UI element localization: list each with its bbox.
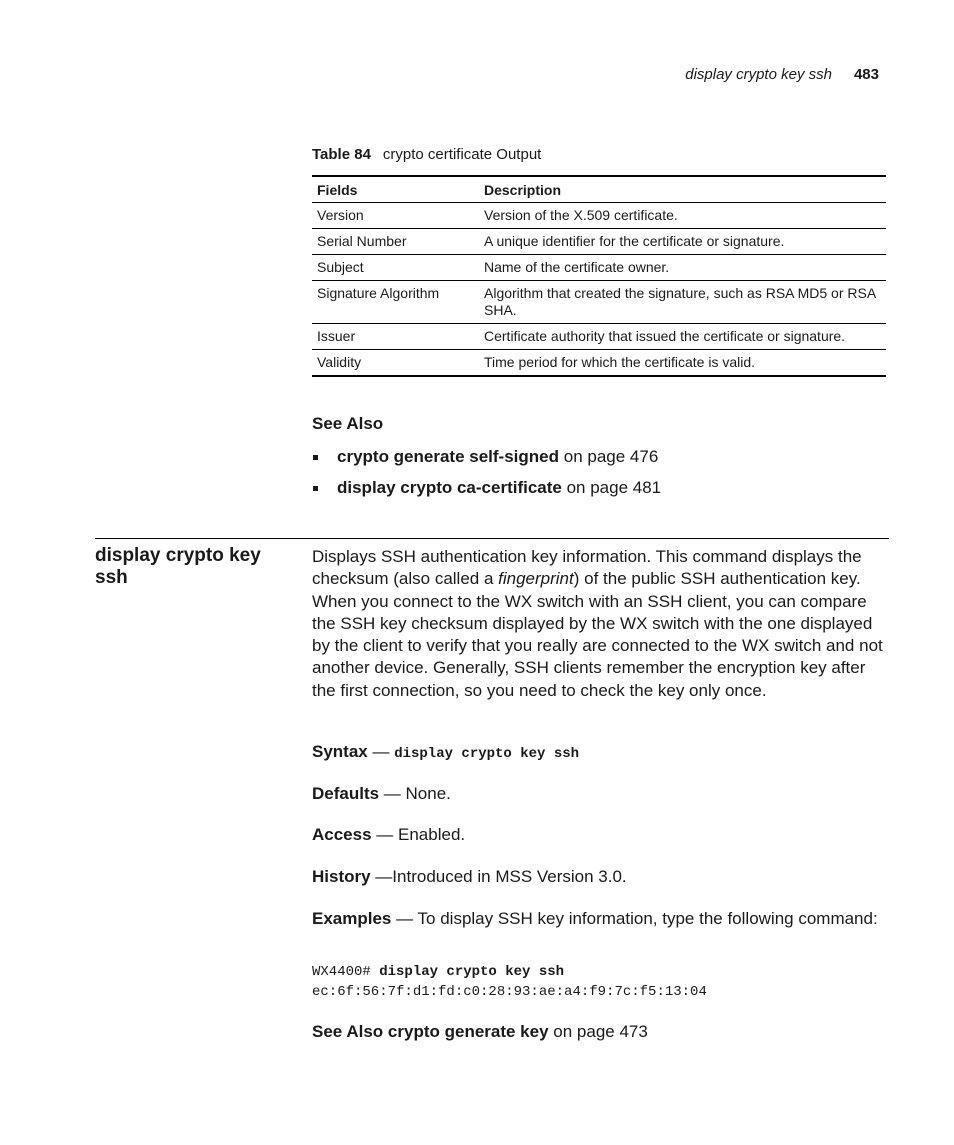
history-line [312,866,892,888]
field-cell: Validity [317,354,362,370]
table-label: Table 84 [312,146,371,163]
access-value: — Enabled. [371,825,466,844]
examples-value: — To display SSH key information, type the following command: [391,909,878,928]
examples-label: Examples [312,909,392,928]
code-command: display crypto key ssh [379,964,565,980]
crypto-certificate-output-table [312,175,886,377]
column-header-description: Description [479,176,886,203]
square-bullet-icon [313,455,318,460]
code-prompt: WX4400# [312,964,380,980]
table-caption-text: crypto certificate Output [382,146,542,163]
defaults-line [312,783,892,805]
access-label: Access [312,825,372,844]
table-row [312,229,886,255]
description-cell: Certificate authority that issued the certificate or signature. [479,324,886,350]
syntax-line [312,741,892,765]
running-title: display crypto key ssh [685,66,832,83]
see-also-heading: See Also [312,414,384,433]
examples-line [312,907,892,930]
list-item [312,446,661,477]
table-row [312,350,886,377]
section-title: display crypto key ssh [95,545,261,588]
description-cell: Name of the certificate owner. [479,255,886,281]
table-row [312,324,886,350]
code-output: ec:6f:56:7f:d1:fd:c0:28:93:ae:a4:f9:7c:f5:13:04 [312,984,707,1000]
table-row [312,281,886,324]
see-also-label: See Also [312,1022,384,1041]
table-row [312,203,886,229]
see-also-line [312,1021,892,1043]
description-cell: Algorithm that created the signature, such as RSA MD5 or RSA SHA. [479,281,886,324]
defaults-label: Defaults [312,784,380,803]
field-cell: Signature Algorithm [312,281,479,324]
table-row [312,255,886,281]
defaults-value: — None. [379,784,451,803]
section-divider [95,538,889,539]
page-reference: on page 476 [559,447,659,466]
reference-link[interactable]: crypto generate self-signed [337,447,560,466]
code-example [312,962,707,1002]
field-cell: Serial Number [312,229,479,255]
page-number: 483 [853,66,879,83]
history-label: History [312,867,371,886]
access-line [312,824,892,846]
paragraph-text: ) of the public SSH authentication key. When you connect to the WX switch with an SSH client, you can compare the SSH key checksum displayed by the WX switch with the one displayed by the client to verify that you really are connected to the WX switch and not another device. Generally, SSH clients remember the encryption key after the first connection, so you need to check the key only once. [312,569,883,700]
paragraph-text: Displays SSH authentication key information. This command displays the checksum (also called a [312,547,862,589]
page-reference: on page 473 [548,1022,648,1041]
see-also-list [312,446,661,508]
column-header-fields: Fields [312,176,479,203]
emphasis-text: fingerprint [498,569,574,589]
square-bullet-icon [313,486,318,491]
reference-link[interactable]: display crypto ca-certificate [337,478,562,497]
description-cell: Version of the X.509 certificate. [479,203,886,229]
field-cell: Issuer [312,324,479,350]
list-item [312,477,661,508]
field-cell: Version [312,203,479,229]
field-cell: Subject [312,255,479,281]
syntax-separator: — [367,742,395,761]
page-header [685,66,879,83]
page-reference: on page 481 [561,478,662,497]
history-value: —Introduced in MSS Version 3.0. [370,867,627,886]
reference-link[interactable]: crypto generate key [387,1022,549,1041]
description-cell: Time period for which the certificate is valid. [484,354,756,370]
table-header-row [312,176,886,203]
table-caption [312,146,541,163]
description-paragraph [312,546,892,702]
description-cell: A unique identifier for the certificate or signature. [479,229,886,255]
syntax-label: Syntax [312,742,368,761]
syntax-command: display crypto key ssh [394,746,580,762]
